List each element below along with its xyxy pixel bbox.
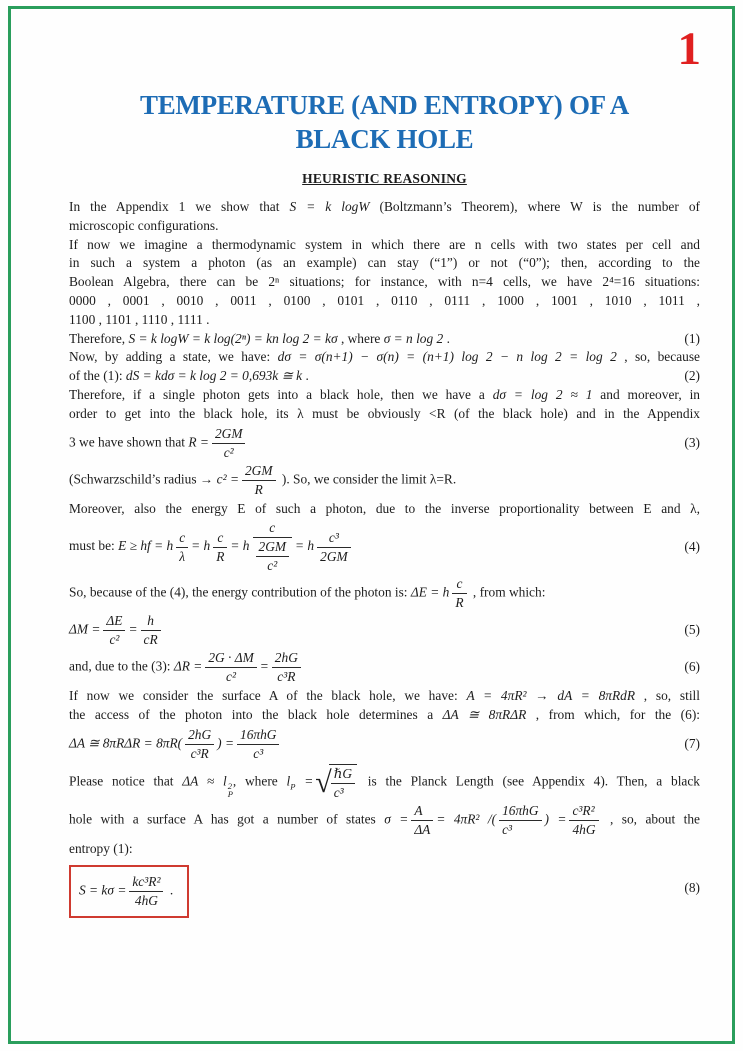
math-fragment: ΔA ≅ 8πRΔR = 8πR( [69,735,183,751]
fraction-numerator: ΔE [103,613,125,631]
text-fragment: . [166,882,174,898]
fraction [411,803,433,838]
math-fragment: dσ = σ(n+1) − σ(n) = (n+1) log 2 − n log 2 = log 2 [277,349,617,365]
para2-line3: Boolean Algebra, there can be 2ⁿ situations; for instance, with n=4 cells, we have 2⁴=16 situations: [69,274,700,290]
fraction-denominator [253,538,293,574]
math-fragment: = [128,621,138,637]
text-fragment: (Boltzmann’s Theorem), where W is the number of [369,199,701,214]
equation-4 [69,520,700,574]
highlighted-result-box [69,865,189,918]
math-fragment: dS = kdσ = k log 2 = 0,693k ≅ k [125,368,303,384]
document-body [69,198,700,918]
text-fragment: , from which: [469,584,546,600]
fraction-numerator: h [141,613,161,631]
math-fragment: c² = [216,471,239,487]
math-fragment: = h [230,538,250,554]
equation-3-number: (3) [684,434,700,450]
equation-2-number: (2) [684,368,700,384]
math-fragment: E ≥ hf = h [118,538,174,554]
equation-1-content [69,330,450,349]
math-fragment: σ = n log 2 [383,330,444,346]
fraction [499,803,541,838]
fraction-numerator: A [411,803,433,821]
document-title [69,88,700,156]
para2-line1: If now we imagine a thermodynamic system in which there are n cells with two states per cell and [69,236,700,252]
fraction-numerator: c [176,530,188,548]
para6-line1 [69,687,700,706]
fraction [272,650,301,685]
math-fragment: σ = [384,811,409,827]
para6-line2 [69,706,700,725]
fraction-numerator: 2hG [185,727,214,745]
equation-3-content [69,426,248,461]
para2-binary-row1: 0000 , 0001 , 0010 , 0011 , 0100 , 0101 , 0110 , 0111 , 1000 , 1001 , 1010 , 1011 , [69,292,700,308]
fraction-numerator: c [452,576,466,594]
fraction-denominator: c³ [253,745,264,761]
fraction-denominator: R [216,548,225,564]
subscript: P [227,788,233,799]
equation-8-number: (8) [684,879,700,895]
para5-line1 [69,576,700,611]
text-fragment: , from which, for the (6): [526,707,701,723]
fraction-denominator: 4hG [134,892,158,908]
fraction [129,874,163,909]
text-fragment: (Schwarzschild’s radius → [69,471,217,487]
text-fragment: In the Appendix 1 we show that [69,199,290,214]
text-fragment: ). So, we consider the limit λ=R. [278,471,457,487]
math-fragment: = h [295,538,315,554]
math-fragment: A = 4πR² → dA = 8πRdR [466,688,636,704]
page-number: 1 [677,23,701,75]
text-fragment: , so, still [635,688,700,704]
text-fragment: , where [232,773,287,789]
fraction-denominator: R [455,595,464,611]
page-content [69,0,700,918]
fraction [205,650,256,685]
fraction-denominator: ΔA [414,821,431,837]
fraction [141,613,161,648]
text-fragment: Now, by adding a state, we have: [69,349,278,365]
math-fragment: ΔM = [69,621,101,637]
nested-fraction [253,520,293,574]
math-fragment: S = k logW = k log(2ⁿ) = kn log 2 = kσ [128,330,338,346]
fraction [237,727,279,762]
math-fragment: = h [191,538,211,554]
fraction [103,613,125,648]
math-fragment: = [259,658,269,674]
text-fragment: So, because of the (4), the energy contribution of the photon is: [69,584,411,600]
math-fragment: ) = [217,735,235,751]
math-fragment: ) = [544,811,567,827]
para8-line2: entropy (1): [69,840,133,856]
text-fragment: . [302,368,309,384]
fraction-denominator: c² [109,632,120,648]
text-fragment: , where [337,330,384,346]
para3-line1 [69,386,700,405]
fraction-numerator: 2G · ΔM [205,650,256,668]
math-fragment: S = kσ = [79,882,127,898]
equation-4-number: (4) [684,538,700,554]
math-fragment: ΔA ≈ l [182,773,227,789]
text-fragment: and, due to the (3): [69,658,174,674]
text-fragment: Therefore, [69,330,129,346]
text-fragment: . [443,330,450,346]
equation-2-line2 [69,367,700,386]
text-fragment: the access of the photon into the black hole determines a [69,707,443,723]
para3-line2: order to get into the black hole, its λ must be obviously <R (of the black hole) and in the Appendix [69,405,700,421]
radicand [329,764,357,801]
superscript: 2 [227,780,232,791]
math-fragment: ΔA ≅ 8πRΔR [442,707,527,723]
math-fragment: l [286,773,291,789]
fraction-denominator: 4hG [572,821,596,837]
text-fragment: must be: [69,538,119,554]
fraction [317,530,351,565]
fraction-numerator: 16πhG [499,803,541,821]
fraction-denominator: c³ [502,821,513,837]
math-fragment: = [295,773,314,789]
text-fragment: of the (1): [69,368,126,384]
fraction [569,803,598,838]
equation-7-number: (7) [684,736,700,752]
text-fragment: Please notice that [69,773,183,789]
equation-2-line1 [69,348,700,367]
fraction-denominator: R [254,481,263,497]
section-heading: HEURISTIC REASONING [302,171,467,186]
para2-binary-row2: 1100 , 1101 , 1110 , 1111 . [69,311,210,327]
title-line2: BLACK HOLE [295,124,474,154]
fraction [176,530,188,565]
fraction [185,727,214,762]
text-fragment: If now we consider the surface A of the black hole, we have: [69,688,467,704]
fraction-numerator: ℏG [331,766,355,784]
equation-6-number: (6) [684,659,700,675]
fraction-numerator: 2hG [272,650,301,668]
fraction-denominator: c³R [277,669,296,685]
equation-1-number: (1) [684,330,700,346]
text-fragment: Therefore, if a single photon gets into a black hole, then we have a [69,386,493,402]
equation-5-content [69,613,164,648]
fraction-numerator: 16πhG [237,727,279,745]
fraction-denominator: cR [143,632,158,648]
title-line1: TEMPERATURE (AND ENTROPY) OF A [140,90,629,120]
fraction [452,576,466,611]
math-fragment: dσ = log 2 ≈ 1 [492,386,593,402]
equation-5 [69,613,700,648]
equation-6 [69,650,700,685]
equation-6-content [69,650,304,685]
text-fragment: 3 we have shown that [69,434,189,450]
para1-line1 [69,198,700,217]
equation-1 [69,330,700,349]
text-fragment: , so, because [616,349,700,365]
fraction-numerator: 2GM [242,463,276,481]
math-fragment: ΔR = [173,658,203,674]
fraction-numerator: 2GM [256,539,290,557]
fraction-numerator: c [213,530,227,548]
math-fragment: = 4πR² /( [436,811,497,827]
fraction-denominator: c² [226,669,237,685]
fraction [331,766,355,801]
para4-line1: Moreover, also the energy E of such a photon, due to the inverse proportionality between E and λ, [69,500,700,516]
subscript: P [290,781,296,792]
para2-line2: in such a system a photon (as an example) can stay (“1”) or not (“0”); then, according to the [69,255,700,271]
square-root: √ $\frac{\text{ℏG}}{\text{c³}}$ [315,764,357,801]
fraction-denominator: c² [223,444,234,460]
schwarzschild-line [69,463,700,498]
fraction [213,530,227,565]
fraction-numerator: 2GM [212,426,246,444]
equation-5-number: (5) [684,622,700,638]
math-fragment: R = [188,434,209,450]
math-fragment: S = k logW [289,199,370,214]
fraction [242,463,276,498]
fraction [256,539,290,574]
fraction-numerator: kc³R² [129,874,163,892]
para1-line2: microscopic configurations. [69,217,219,233]
equation-2-content [69,367,309,386]
para8-line1 [69,803,700,838]
fraction-numerator: c³ [317,530,351,548]
equation-4-content [69,520,354,574]
planck-length-line [69,764,700,801]
fraction-denominator: c³R [190,745,209,761]
text-fragment: and moreover, in [592,386,700,402]
fraction-denominator: 2GM [320,548,348,564]
text-fragment: is the Planck Length (see Appendix 4). Then, a black [359,773,700,789]
math-fragment: ΔE = h [410,584,450,600]
equation-3 [69,426,700,461]
text-fragment: , so, about the [601,811,701,827]
fraction [212,426,246,461]
fraction-numerator: c³R² [569,803,598,821]
fraction-denominator: λ [179,548,186,564]
equation-7-content [69,727,282,762]
fraction-numerator: c [253,520,293,538]
equation-8 [69,859,700,918]
text-fragment: hole with a surface A has got a number of states [69,811,385,827]
fraction-denominator: c² [267,558,278,574]
fraction-denominator: c³ [333,784,344,800]
equation-7 [69,727,700,762]
